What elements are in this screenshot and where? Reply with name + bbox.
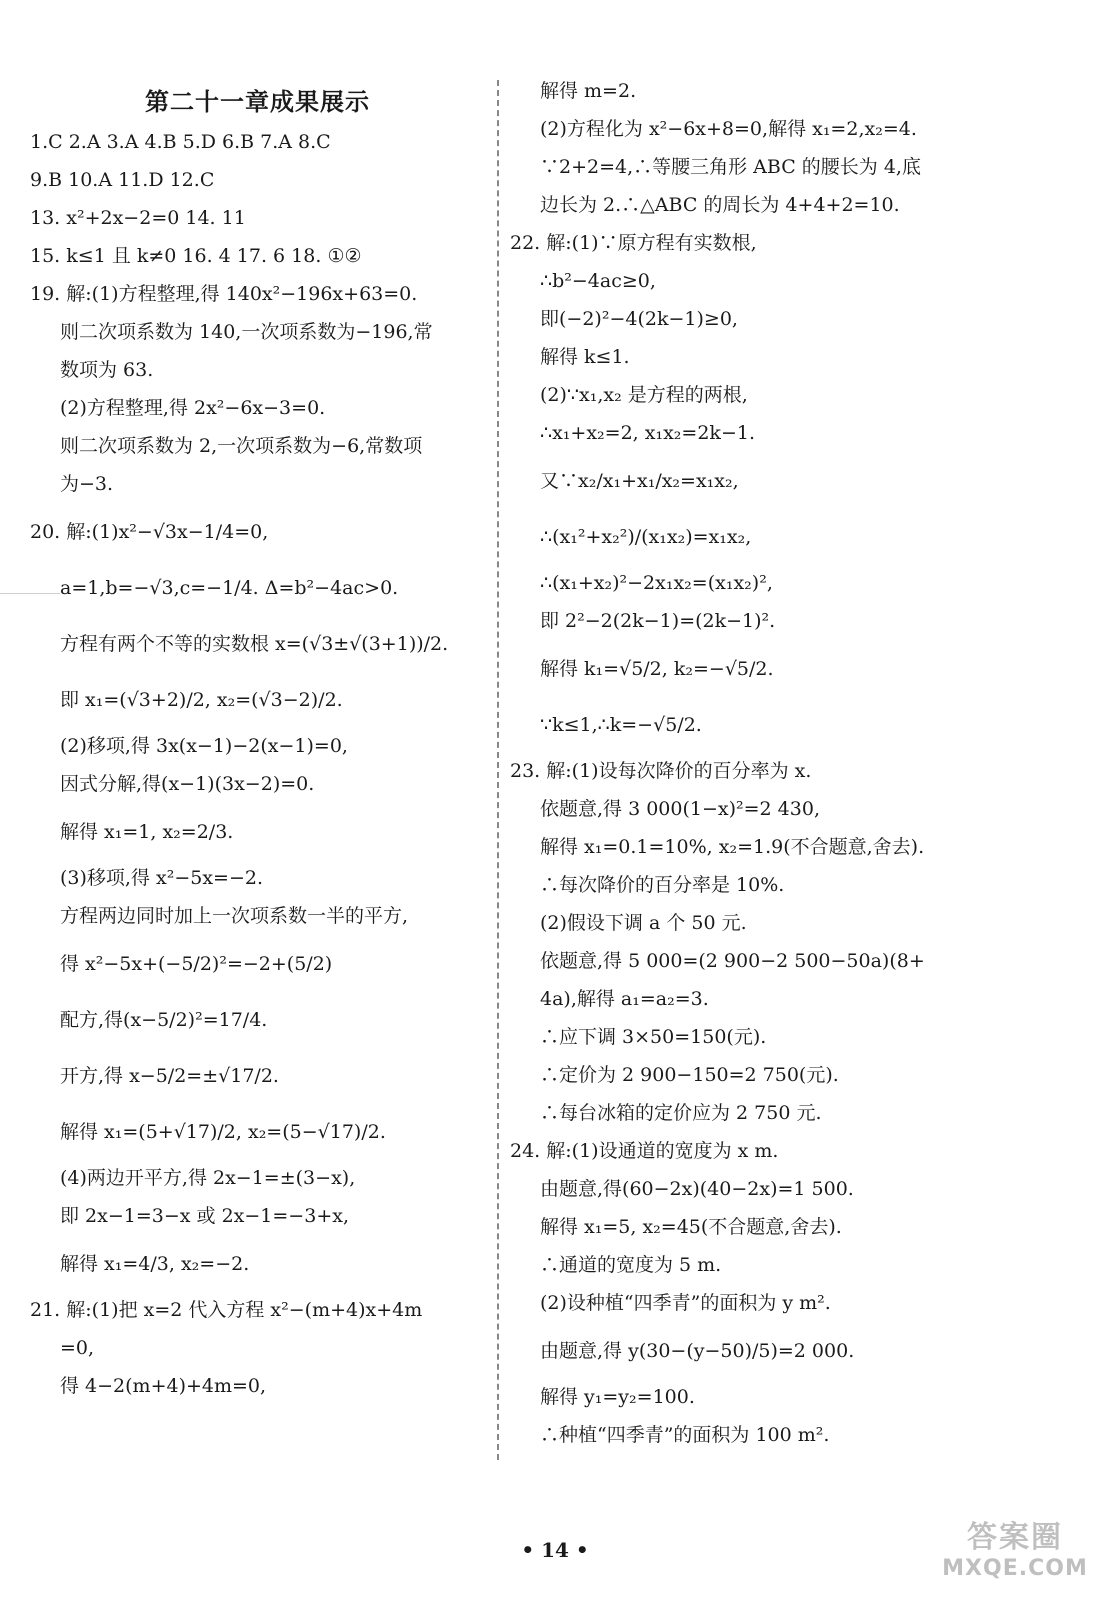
- answer-line: 解得 x₁=(5+√17)/2, x₂=(5−√17)/2.: [60, 1121, 386, 1143]
- answer-line: (2)假设下调 a 个 50 元.: [540, 912, 747, 934]
- answer-line: 13. x²+2x−2=0 14. 11: [30, 207, 246, 229]
- answer-line: a=1,b=−√3,c=−1/4. Δ=b²−4ac>0.: [60, 577, 399, 599]
- answer-line: 19. 解:(1)方程整理,得 140x²−196x+63=0.: [30, 283, 418, 305]
- answer-line: ∴(x₁²+x₂²)/(x₁x₂)=x₁x₂,: [540, 526, 752, 548]
- answer-line: 得 4−2(m+4)+4m=0,: [60, 1375, 267, 1397]
- answer-line: ∵2+2=4,∴等腰三角形 ABC 的腰长为 4,底: [540, 156, 921, 178]
- answer-line: (4)两边开平方,得 2x−1=±(3−x),: [60, 1167, 356, 1189]
- answer-line: 4a),解得 a₁=a₂=3.: [540, 988, 709, 1010]
- watermark-text-bottom: MXQE.COM: [942, 1556, 1088, 1581]
- answer-line: 9.B 10.A 11.D 12.C: [30, 169, 215, 191]
- answer-line: ∴应下调 3×50=150(元).: [540, 1026, 767, 1048]
- answer-line: 解得 x₁=4/3, x₂=−2.: [60, 1253, 250, 1275]
- answer-line: ∴x₁+x₂=2, x₁x₂=2k−1.: [540, 422, 755, 444]
- column-divider: [497, 80, 499, 1460]
- answer-line: 解得 x₁=0.1=10%, x₂=1.9(不合题意,舍去).: [540, 836, 925, 858]
- right-column: [510, 78, 980, 1460]
- answer-line: 由题意,得 y(30−(y−50)/5)=2 000.: [540, 1340, 855, 1362]
- answer-line: (2)设种植“四季青”的面积为 y m².: [540, 1292, 831, 1314]
- answer-line: 依题意,得 5 000=(2 900−2 500−50a)(8+: [540, 950, 925, 972]
- answer-line: 则二次项系数为 2,一次项系数为−6,常数项: [60, 435, 423, 457]
- answer-line: 因式分解,得(x−1)(3x−2)=0.: [60, 773, 315, 795]
- answer-line: 即 x₁=(√3+2)/2, x₂=(√3−2)/2.: [60, 689, 343, 711]
- answer-line: 20. 解:(1)x²−√3x−1/4=0,: [30, 521, 269, 543]
- answer-line: ∴每台冰箱的定价应为 2 750 元.: [540, 1102, 822, 1124]
- answer-line: 解得 k₁=√5/2, k₂=−√5/2.: [540, 658, 774, 680]
- answer-line: (2)方程化为 x²−6x+8=0,解得 x₁=2,x₂=4.: [540, 118, 917, 140]
- answer-line: (2)移项,得 3x(x−1)−2(x−1)=0,: [60, 735, 348, 757]
- answer-line: 即(−2)²−4(2k−1)≥0,: [540, 308, 738, 330]
- answer-line: 数项为 63.: [60, 359, 154, 381]
- answer-line: 15. k≤1 且 k≠0 16. 4 17. 6 18. ①②: [30, 245, 362, 267]
- right-answer-lines: [510, 78, 980, 1448]
- answer-line: (2)方程整理,得 2x²−6x−3=0.: [60, 397, 326, 419]
- answer-line: 又∵x₂/x₁+x₁/x₂=x₁x₂,: [540, 470, 739, 492]
- answer-line: 24. 解:(1)设通道的宽度为 x m.: [510, 1140, 779, 1162]
- answer-line: 1.C 2.A 3.A 4.B 5.D 6.B 7.A 8.C: [30, 131, 331, 153]
- answer-line: 23. 解:(1)设每次降价的百分率为 x.: [510, 760, 812, 782]
- answer-line: ∴每次降价的百分率是 10%.: [540, 874, 785, 896]
- watermark-text-top: 答案圈: [967, 1520, 1063, 1555]
- answer-line: 依题意,得 3 000(1−x)²=2 430,: [540, 798, 820, 820]
- answer-line: 解得 k≤1.: [540, 346, 630, 368]
- watermark-logo: [940, 1512, 1090, 1582]
- answer-line: 22. 解:(1)∵原方程有实数根,: [510, 232, 757, 254]
- answer-line: 为−3.: [60, 473, 114, 495]
- answer-line: 解得 y₁=y₂=100.: [540, 1386, 695, 1408]
- answer-line: 解得 m=2.: [540, 80, 637, 102]
- answer-line: 由题意,得(60−2x)(40−2x)=1 500.: [540, 1178, 854, 1200]
- answer-line: 配方,得(x−5/2)²=17/4.: [60, 1009, 268, 1031]
- answer-line: ∴种植“四季青”的面积为 100 m².: [540, 1424, 830, 1446]
- page-title: 第二十一章成果展示: [145, 87, 370, 116]
- answer-line: 方程两边同时加上一次项系数一半的平方,: [60, 905, 409, 927]
- answer-line: =0,: [60, 1337, 95, 1359]
- answer-line: 方程有两个不等的实数根 x=(√3±√(3+1))/2.: [60, 633, 449, 655]
- answer-line: 即 2²−2(2k−1)=(2k−1)².: [540, 610, 776, 632]
- answer-line: 开方,得 x−5/2=±√17/2.: [60, 1065, 279, 1087]
- answer-line: ∴定价为 2 900−150=2 750(元).: [540, 1064, 839, 1086]
- answer-line: 解得 x₁=1, x₂=2/3.: [60, 821, 234, 843]
- answer-line: ∴(x₁+x₂)²−2x₁x₂=(x₁x₂)²,: [540, 572, 773, 594]
- answer-line: ∵k≤1,∴k=−√5/2.: [540, 714, 702, 736]
- answer-line: 则二次项系数为 140,一次项系数为−196,常: [60, 321, 433, 343]
- answer-line: 解得 x₁=5, x₂=45(不合题意,舍去).: [540, 1216, 842, 1238]
- left-column: [30, 78, 485, 1411]
- answer-line: 边长为 2.∴△ABC 的周长为 4+4+2=10.: [540, 194, 900, 216]
- answer-line: (3)移项,得 x²−5x=−2.: [60, 867, 264, 889]
- answer-line: (2)∵x₁,x₂ 是方程的两根,: [540, 384, 748, 406]
- answer-line: ∴b²−4ac≥0,: [540, 270, 656, 292]
- page-number: • 14 •: [521, 1538, 589, 1562]
- answer-line: 得 x²−5x+(−5/2)²=−2+(5/2): [60, 953, 333, 975]
- answer-line: ∴通道的宽度为 5 m.: [540, 1254, 722, 1276]
- answer-line: 即 2x−1=3−x 或 2x−1=−3+x,: [60, 1205, 349, 1227]
- answer-line: 21. 解:(1)把 x=2 代入方程 x²−(m+4)x+4m: [30, 1299, 423, 1321]
- left-answer-lines: [30, 129, 485, 1399]
